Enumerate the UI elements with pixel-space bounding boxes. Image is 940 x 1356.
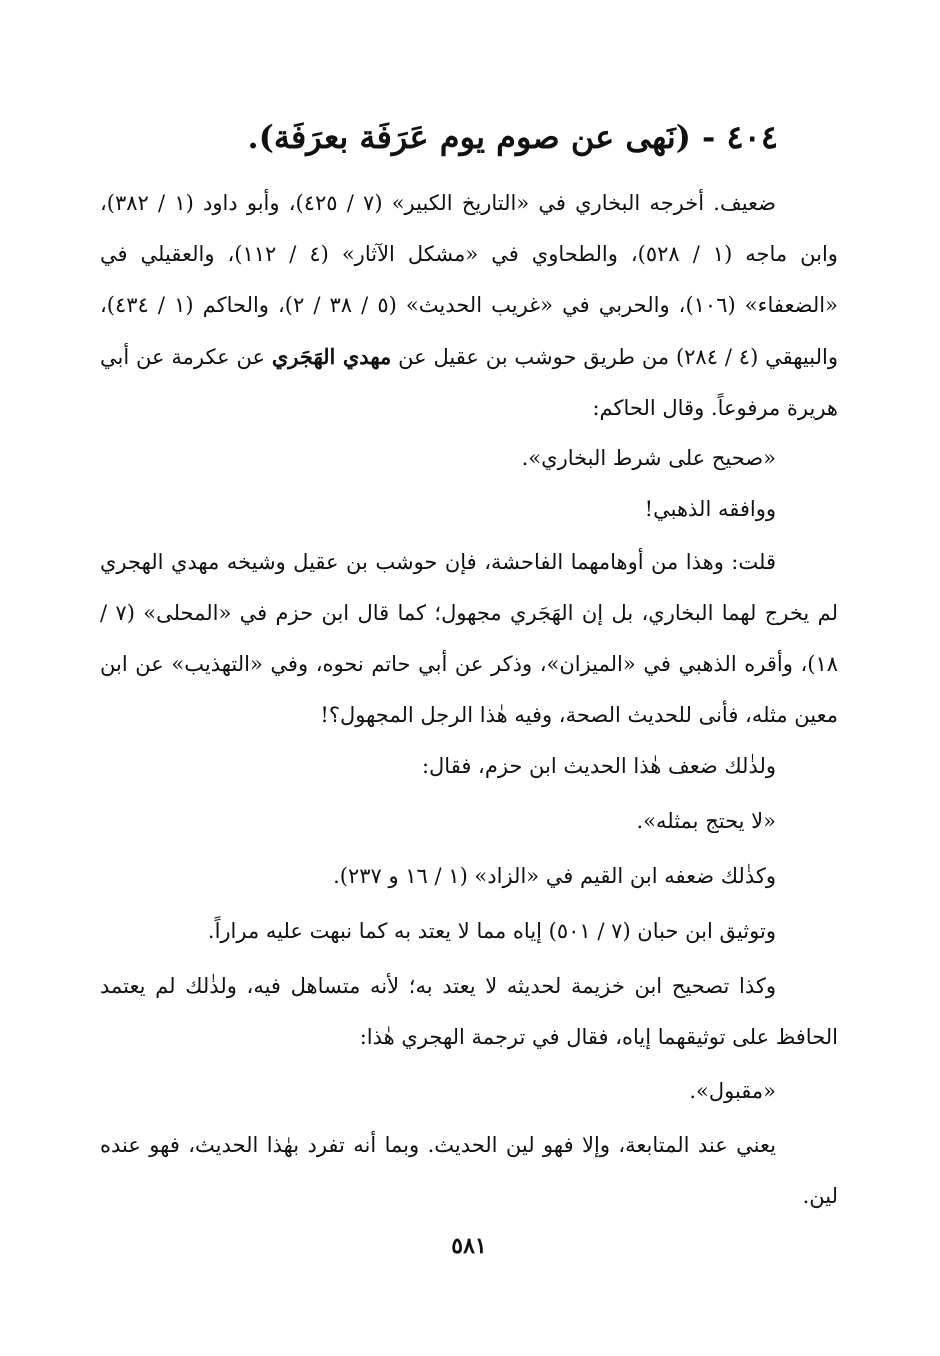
paragraph-ibn-khuzaymah: وكذا تصحيح ابن خزيمة لحديثه لا يعتد به؛ لأنه متساهل فيه، ولذٰلك لم يعتمد الحافظ على توثيقهما إياه، فقال في ترجمة الهجري هٰذا: — [100, 974, 838, 1049]
document-page — [100, 0, 838, 1356]
hadith-heading: ٤٠٤ - (نَهى عن صوم يوم عَرَفَة بعرَفَة). — [247, 118, 778, 156]
line-ibn-hazm: ولذٰلك ضعف هٰذا الحديث ابن حزم، فقال: — [421, 754, 776, 778]
quote-hakim: «صحيح على شرط البخاري». — [521, 446, 776, 470]
paragraph-critique: قلت: وهذا من أوهامهما الفاحشة، فإن حوشب بن عقيل وشيخه مهدي الهجري لم يخرج لهما البخاري، بل إن الهَجَري مجهول؛ كما قال ابن حزم في «المحلى» (٧ / ١٨)، وأقره الذهبي في «الميزان»، وذكر عن أبي حاتم نحوه، وفي «التهذيب» عن ابن معين مثله، فأنى للحديث الصحة، وفيه هٰذا الرجل المجهول؟! — [100, 550, 838, 727]
quote-maqbul: «مقبول». — [689, 1079, 776, 1103]
line-ibn-qayyim: وكذٰلك ضعفه ابن القيم في «الزاد» (١ / ١٦ و ٢٣٧). — [333, 864, 776, 888]
line-dhahabi-agreement: ووافقه الذهبي! — [644, 497, 776, 521]
page-number: ٥٨١ — [451, 1233, 487, 1259]
quote-ibn-hazm: «لا يحتج بمثله». — [636, 809, 776, 833]
paragraph-takhrij-text-before: ضعيف. أخرجه البخاري في «التاريخ الكبير» (٧ / ٤٢٥)، وأبو داود (١ / ٣٨٢)، وابن ماجه (١ / ٥٢٨)، والطحاوي في «مشكل الآثار» (٤ / ١١٢)، والعقيلي في «الضعفاء» (١٠٦)، والحربي في «غريب الحديث» (٥ / ٣٨ / ٢)، والحاكم (١ / ٤٣٤)، والبيهقي (٤ / ٢٨٤) من طريق حوشب بن عقيل عن — [100, 191, 838, 369]
paragraph-takhrij-text-after: عن عكرمة عن أبي هريرة مرفوعاً. وقال الحاكم: — [100, 345, 838, 420]
paragraph-conclusion: يعني عند المتابعة، وإلا فهو لين الحديث. وبما أنه تفرد بهٰذا الحديث، فهو عنده لين. — [100, 1133, 838, 1208]
narrator-name-bold: مهدي الهَجَري — [271, 344, 392, 369]
paragraph-takhrij — [100, 178, 838, 434]
line-ibn-hibban: وتوثيق ابن حبان (٧ / ٥٠١) إياه مما لا يعتد به كما نبهت عليه مراراً. — [207, 919, 776, 943]
